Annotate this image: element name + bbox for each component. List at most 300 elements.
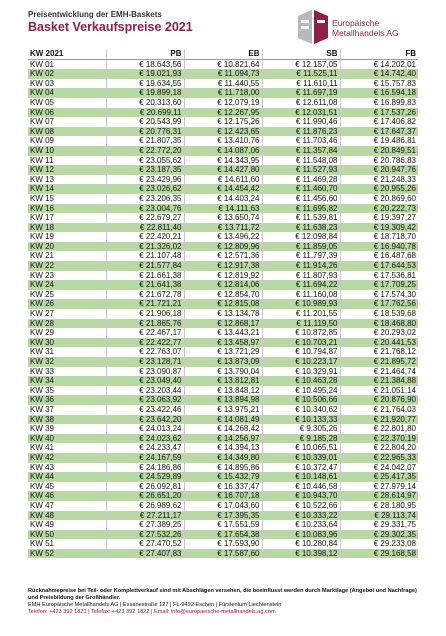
fb-cell: € 28.614,97 — [340, 491, 418, 501]
table-row — [28, 98, 418, 108]
fb-cell: € 20.947,76 — [340, 165, 418, 175]
fb-cell: € 29.233,08 — [340, 539, 418, 549]
sb-cell: € 11.694,22 — [262, 280, 340, 290]
pb-cell: € 23.429,96 — [106, 175, 184, 185]
pb-cell: € 22.467,17 — [106, 328, 184, 338]
table-row — [28, 59, 418, 69]
eb-cell: € 11.440,55 — [184, 79, 262, 89]
price-table-container — [28, 49, 418, 558]
table-row — [28, 491, 418, 501]
fb-cell: € 19.486,81 — [340, 136, 418, 146]
column-header-pb: PB — [106, 49, 184, 59]
sb-cell: € 10.943,70 — [262, 491, 340, 501]
fb-cell: € 20.293,02 — [340, 328, 418, 338]
eb-cell: € 13.975,21 — [184, 405, 262, 415]
fb-cell: € 16.594,18 — [340, 88, 418, 98]
sb-cell: € 12.611,08 — [262, 98, 340, 108]
week-cell: KW 11 — [28, 156, 106, 166]
table-row — [28, 213, 418, 223]
fb-cell: € 29.331,75 — [340, 520, 418, 530]
sb-cell: € 11.876,23 — [262, 127, 340, 137]
fb-cell: € 14.202,01 — [340, 59, 418, 69]
pb-cell: € 26.989,62 — [106, 501, 184, 511]
week-cell: KW 39 — [28, 424, 106, 434]
column-header-eb: EB — [184, 49, 262, 59]
week-cell: KW 30 — [28, 338, 106, 348]
week-cell: KW 27 — [28, 309, 106, 319]
week-cell: KW 43 — [28, 463, 106, 473]
table-body — [28, 59, 418, 558]
sb-cell: € 10.133,33 — [262, 415, 340, 425]
table-row — [28, 328, 418, 338]
pb-cell: € 22.772,20 — [106, 146, 184, 156]
sb-cell: € 10.148,61 — [262, 472, 340, 482]
eb-cell: € 12.854,70 — [184, 290, 262, 300]
sb-cell: € 11.638,23 — [262, 223, 340, 233]
week-cell: KW 35 — [28, 386, 106, 396]
table-row — [28, 453, 418, 463]
sb-cell: € 11.460,70 — [262, 184, 340, 194]
fb-cell: € 20.876,90 — [340, 395, 418, 405]
eb-cell: € 13.134,78 — [184, 309, 262, 319]
fb-cell: € 20.849,51 — [340, 146, 418, 156]
fb-cell: € 24.042,07 — [340, 463, 418, 473]
week-cell: KW 18 — [28, 223, 106, 233]
document-footer — [28, 588, 418, 616]
eb-cell: € 14.256,97 — [184, 434, 262, 444]
eb-cell: € 14.895,86 — [184, 463, 262, 473]
table-row — [28, 463, 418, 473]
pb-cell: € 23.187,35 — [106, 165, 184, 175]
fb-cell: € 17.406,82 — [340, 117, 418, 127]
pb-cell: € 22.679,27 — [106, 213, 184, 223]
eb-cell: € 11.094,73 — [184, 69, 262, 79]
table-row — [28, 165, 418, 175]
pb-cell: € 27.532,26 — [106, 530, 184, 540]
pb-cell: € 24.023,62 — [106, 434, 184, 444]
eb-cell: € 13.443,21 — [184, 328, 262, 338]
fb-cell: € 19.397,27 — [340, 213, 418, 223]
sb-cell: € 10.872,85 — [262, 328, 340, 338]
table-row — [28, 395, 418, 405]
table-row — [28, 117, 418, 127]
logo-text — [332, 18, 399, 38]
fb-cell: € 29.113,74 — [340, 511, 418, 521]
sb-cell: € 10.495,24 — [262, 386, 340, 396]
pb-cell: € 24.186,86 — [106, 463, 184, 473]
eb-cell: € 17.043,60 — [184, 501, 262, 511]
sb-cell: € 10.446,58 — [262, 482, 340, 492]
fb-cell: € 16.487,68 — [340, 251, 418, 261]
eb-cell: € 12.079,19 — [184, 98, 262, 108]
fb-cell: € 17.574,30 — [340, 290, 418, 300]
eb-cell: € 17.551,59 — [184, 520, 262, 530]
table-header-row — [28, 49, 418, 59]
sb-cell: € 10.463,28 — [262, 376, 340, 386]
fb-cell: € 14.742,40 — [340, 69, 418, 79]
sb-cell: € 12.098,84 — [262, 232, 340, 242]
sb-cell: € 10.339,01 — [262, 453, 340, 463]
pb-cell: € 23.026,62 — [106, 184, 184, 194]
sb-cell: € 11.914,26 — [262, 261, 340, 271]
table-row — [28, 242, 418, 252]
table-row — [28, 194, 418, 204]
week-cell: KW 28 — [28, 319, 106, 329]
sb-cell: € 11.357,84 — [262, 146, 340, 156]
sb-cell: € 10.372,47 — [262, 463, 340, 473]
sb-cell: € 10.340,62 — [262, 405, 340, 415]
table-row — [28, 175, 418, 185]
pb-cell: € 23.049,40 — [106, 376, 184, 386]
eb-cell: € 13.496,22 — [184, 232, 262, 242]
week-cell: KW 26 — [28, 299, 106, 309]
week-cell: KW 13 — [28, 175, 106, 185]
footer-note: Rücknahmepreise bei Teil- oder Komplettverkauf sind mit Abschlägen versehen, die beeinflusst werden durch Marktlage (Angebot und Nachfrage) und Preisbildung der Großhändler. — [28, 588, 417, 601]
table-row — [28, 520, 418, 530]
table-row — [28, 405, 418, 415]
week-cell: KW 12 — [28, 165, 106, 175]
pb-cell: € 21.807,35 — [106, 136, 184, 146]
week-cell: KW 48 — [28, 511, 106, 521]
pb-cell: € 19.899,18 — [106, 88, 184, 98]
week-cell: KW 33 — [28, 367, 106, 377]
week-cell: KW 04 — [28, 88, 106, 98]
sb-cell: € 11.797,39 — [262, 251, 340, 261]
sb-cell: € 11.119,50 — [262, 319, 340, 329]
week-cell: KW 10 — [28, 146, 106, 156]
pb-cell: € 24.233,47 — [106, 443, 184, 453]
week-cell: KW 23 — [28, 271, 106, 281]
table-row — [28, 299, 418, 309]
sb-cell: € 10.989,93 — [262, 299, 340, 309]
week-cell: KW 01 — [28, 59, 106, 69]
table-row — [28, 184, 418, 194]
week-cell: KW 31 — [28, 347, 106, 357]
week-cell: KW 09 — [28, 136, 106, 146]
fb-cell: € 17.762,56 — [340, 299, 418, 309]
table-row — [28, 136, 418, 146]
week-cell: KW 36 — [28, 395, 106, 405]
sb-cell: € 11.697,19 — [262, 88, 340, 98]
sb-cell: € 11.990,46 — [262, 117, 340, 127]
pb-cell: € 23.004,76 — [106, 204, 184, 214]
pb-cell: € 22.422,77 — [106, 338, 184, 348]
column-header-week: KW 2021 — [28, 49, 106, 59]
pb-cell: € 21.326,02 — [106, 242, 184, 252]
week-cell: KW 51 — [28, 539, 106, 549]
eb-cell: € 13.711,72 — [184, 223, 262, 233]
week-cell: KW 02 — [28, 69, 106, 79]
fb-cell: € 17.537,26 — [340, 108, 418, 118]
pb-cell: € 22.420,21 — [106, 232, 184, 242]
pb-cell: € 23.203,44 — [106, 386, 184, 396]
pb-cell: € 23.128,71 — [106, 357, 184, 367]
sb-cell: € 11.703,46 — [262, 136, 340, 146]
pb-cell: € 24.529,89 — [106, 472, 184, 482]
table-row — [28, 530, 418, 540]
eb-cell: € 14.268,42 — [184, 424, 262, 434]
week-cell: KW 32 — [28, 357, 106, 367]
pb-cell: € 27.470,52 — [106, 539, 184, 549]
eb-cell: € 14.454,42 — [184, 184, 262, 194]
pb-cell: € 23.206,35 — [106, 194, 184, 204]
pb-cell: € 27.389,25 — [106, 520, 184, 530]
sb-cell: € 10.065,51 — [262, 443, 340, 453]
week-cell: KW 25 — [28, 290, 106, 300]
table-row — [28, 127, 418, 137]
fb-cell: € 19.309,42 — [340, 223, 418, 233]
week-cell: KW 46 — [28, 491, 106, 501]
week-cell: KW 07 — [28, 117, 106, 127]
pb-cell: € 26.651,20 — [106, 491, 184, 501]
fb-cell: € 21.384,88 — [340, 376, 418, 386]
table-row — [28, 367, 418, 377]
week-cell: KW 29 — [28, 328, 106, 338]
eb-cell: € 11.718,00 — [184, 88, 262, 98]
eb-cell: € 14.427,80 — [184, 165, 262, 175]
eb-cell: € 12.814,06 — [184, 280, 262, 290]
sb-cell: € 10.703,21 — [262, 338, 340, 348]
sb-cell: € 11.527,93 — [262, 165, 340, 175]
eb-cell: € 10.821,64 — [184, 59, 262, 69]
fb-cell: € 17.709,25 — [340, 280, 418, 290]
table-row — [28, 549, 418, 559]
eb-cell: € 17.395,35 — [184, 511, 262, 521]
table-row — [28, 539, 418, 549]
eb-cell: € 15.432,79 — [184, 472, 262, 482]
fb-cell: € 15.757,83 — [340, 79, 418, 89]
week-cell: KW 21 — [28, 251, 106, 261]
eb-cell: € 13.894,98 — [184, 395, 262, 405]
table-row — [28, 482, 418, 492]
eb-cell: € 12.917,38 — [184, 261, 262, 271]
sb-cell: € 9.305,26 — [262, 424, 340, 434]
sb-cell: € 10.223,17 — [262, 357, 340, 367]
week-cell: KW 42 — [28, 453, 106, 463]
pb-cell: € 21.577,84 — [106, 261, 184, 271]
table-row — [28, 271, 418, 281]
fb-cell: € 20.786,83 — [340, 156, 418, 166]
document-header — [28, 10, 418, 46]
pb-cell: € 22.763,07 — [106, 347, 184, 357]
pb-cell: € 18.643,56 — [106, 59, 184, 69]
table-row — [28, 376, 418, 386]
fb-cell: € 22.965,33 — [340, 453, 418, 463]
eb-cell: € 13.790,04 — [184, 367, 262, 377]
sb-cell: € 11.201,55 — [262, 309, 340, 319]
sb-cell: € 12.031,51 — [262, 108, 340, 118]
eb-cell: € 13.650,74 — [184, 213, 262, 223]
table-row — [28, 357, 418, 367]
pb-cell: € 27.407,83 — [106, 549, 184, 559]
pb-cell: € 19.634,55 — [106, 79, 184, 89]
eb-cell: € 12.571,36 — [184, 251, 262, 261]
pb-cell: € 27.211,17 — [106, 511, 184, 521]
document-subtitle: Preisentwicklung der EMH-Baskets — [28, 10, 162, 19]
table-row — [28, 232, 418, 242]
sb-cell: € 11.525,11 — [262, 69, 340, 79]
sb-cell: € 11.548,08 — [262, 156, 340, 166]
fb-cell: € 20.222,73 — [340, 204, 418, 214]
sb-cell: € 10.398,12 — [262, 549, 340, 559]
fb-cell: € 16.899,83 — [340, 98, 418, 108]
sb-cell: € 10.329,91 — [262, 367, 340, 377]
week-cell: KW 52 — [28, 549, 106, 559]
sb-cell: € 10.280,84 — [262, 539, 340, 549]
eb-cell: € 14.343,95 — [184, 156, 262, 166]
eb-cell: € 12.267,95 — [184, 108, 262, 118]
table-row — [28, 443, 418, 453]
week-cell: KW 41 — [28, 443, 106, 453]
fb-cell: € 17.536,81 — [340, 271, 418, 281]
table-row — [28, 108, 418, 118]
table-row — [28, 79, 418, 89]
pb-cell: € 23.642,20 — [106, 415, 184, 425]
week-cell: KW 05 — [28, 98, 106, 108]
eb-cell: € 13.873,09 — [184, 357, 262, 367]
fb-cell: € 20.441,53 — [340, 338, 418, 348]
sb-cell: € 9.185,28 — [262, 434, 340, 444]
pb-cell: € 23.422,46 — [106, 405, 184, 415]
eb-cell: € 12.175,26 — [184, 117, 262, 127]
eb-cell: € 12.868,17 — [184, 319, 262, 329]
sb-cell: € 11.807,93 — [262, 271, 340, 281]
table-row — [28, 204, 418, 214]
fb-cell: € 18.468,80 — [340, 319, 418, 329]
column-header-sb: SB — [262, 49, 340, 59]
sb-cell: € 11.539,81 — [262, 213, 340, 223]
pb-cell: € 19.021,93 — [106, 69, 184, 79]
table-row — [28, 386, 418, 396]
fb-cell: € 22.804,20 — [340, 443, 418, 453]
eb-cell: € 13.812,81 — [184, 376, 262, 386]
sb-cell: € 11.456,60 — [262, 194, 340, 204]
table-row — [28, 338, 418, 348]
pb-cell: € 24.013,24 — [106, 424, 184, 434]
table-row — [28, 347, 418, 357]
fb-cell: € 28.180,95 — [340, 501, 418, 511]
eb-cell: € 14.403,24 — [184, 194, 262, 204]
table-row — [28, 69, 418, 79]
eb-cell: € 13.410,76 — [184, 136, 262, 146]
sb-cell: € 12.157,05 — [262, 59, 340, 69]
eb-cell: € 14.087,06 — [184, 146, 262, 156]
week-cell: KW 38 — [28, 415, 106, 425]
fb-cell: € 29.302,35 — [340, 530, 418, 540]
table-row — [28, 290, 418, 300]
table-row — [28, 472, 418, 482]
week-cell: KW 47 — [28, 501, 106, 511]
week-cell: KW 03 — [28, 79, 106, 89]
pb-cell: € 26.092,81 — [106, 482, 184, 492]
fb-cell: € 21.051,14 — [340, 386, 418, 396]
week-cell: KW 15 — [28, 194, 106, 204]
eb-cell: € 12.809,96 — [184, 242, 262, 252]
pb-cell: € 20.313,60 — [106, 98, 184, 108]
eb-cell: € 16.337,47 — [184, 482, 262, 492]
fb-cell: € 21.920,77 — [340, 415, 418, 425]
fb-cell: € 18.539,68 — [340, 309, 418, 319]
sb-cell: € 11.610,11 — [262, 79, 340, 89]
table-row — [28, 511, 418, 521]
table-row — [28, 424, 418, 434]
pb-cell: € 23.090,87 — [106, 367, 184, 377]
sb-cell: € 10.333,22 — [262, 511, 340, 521]
sb-cell: € 10.233,64 — [262, 520, 340, 530]
week-cell: KW 20 — [28, 242, 106, 252]
table-row — [28, 309, 418, 319]
footer-contact: Telefon: +423 392 1821 | Telefax: +423 392 1822 | Email: info@europaeische-metallhandels.ag.com — [28, 609, 276, 615]
fb-cell: € 25.417,35 — [340, 472, 418, 482]
company-logo — [298, 10, 418, 48]
fb-cell: € 20.869,60 — [340, 194, 418, 204]
pb-cell: € 20.699,11 — [106, 108, 184, 118]
eb-cell: € 14.394,13 — [184, 443, 262, 453]
table-row — [28, 156, 418, 166]
sb-cell: € 11.859,05 — [262, 242, 340, 252]
fb-cell: € 22.801,80 — [340, 424, 418, 434]
sb-cell: € 10.794,87 — [262, 347, 340, 357]
eb-cell: € 13.458,97 — [184, 338, 262, 348]
week-cell: KW 49 — [28, 520, 106, 530]
eb-cell: € 12.819,92 — [184, 271, 262, 281]
fb-cell: € 20.955,26 — [340, 184, 418, 194]
sb-cell: € 11.695,82 — [262, 204, 340, 214]
logo-line-1: Europäische — [332, 18, 380, 28]
pb-cell: € 21.641,38 — [106, 280, 184, 290]
table-row — [28, 415, 418, 425]
fb-cell: € 29.168,58 — [340, 549, 418, 559]
week-cell: KW 08 — [28, 127, 106, 137]
sb-cell: € 11.469,28 — [262, 175, 340, 185]
table-row — [28, 280, 418, 290]
eb-cell: € 14.111,63 — [184, 204, 262, 214]
week-cell: KW 19 — [28, 232, 106, 242]
table-row — [28, 501, 418, 511]
table-row — [28, 88, 418, 98]
sb-cell: € 10.506,66 — [262, 395, 340, 405]
pb-cell: € 23.063,92 — [106, 395, 184, 405]
eb-cell: € 17.587,60 — [184, 549, 262, 559]
week-cell: KW 17 — [28, 213, 106, 223]
table-row — [28, 146, 418, 156]
week-cell: KW 34 — [28, 376, 106, 386]
week-cell: KW 50 — [28, 530, 106, 540]
week-cell: KW 14 — [28, 184, 106, 194]
emh-logo-icon — [298, 10, 328, 44]
week-cell: KW 24 — [28, 280, 106, 290]
pb-cell: € 23.055,62 — [106, 156, 184, 166]
eb-cell: € 13.721,29 — [184, 347, 262, 357]
week-cell: KW 37 — [28, 405, 106, 415]
pb-cell: € 21.721,21 — [106, 299, 184, 309]
eb-cell: € 12.423,65 — [184, 127, 262, 137]
sb-cell: € 10.083,96 — [262, 530, 340, 540]
table-row — [28, 223, 418, 233]
fb-cell: € 17.644,53 — [340, 261, 418, 271]
pb-cell: € 21.672,78 — [106, 290, 184, 300]
price-table — [28, 49, 418, 558]
fb-cell: € 21.895,72 — [340, 357, 418, 367]
fb-cell: € 18.718,70 — [340, 232, 418, 242]
table-row — [28, 434, 418, 444]
week-cell: KW 16 — [28, 204, 106, 214]
week-cell: KW 45 — [28, 482, 106, 492]
fb-cell: € 21.248,33 — [340, 175, 418, 185]
week-cell: KW 06 — [28, 108, 106, 118]
fb-cell: € 17.647,37 — [340, 127, 418, 137]
fb-cell: € 21.464,74 — [340, 367, 418, 377]
